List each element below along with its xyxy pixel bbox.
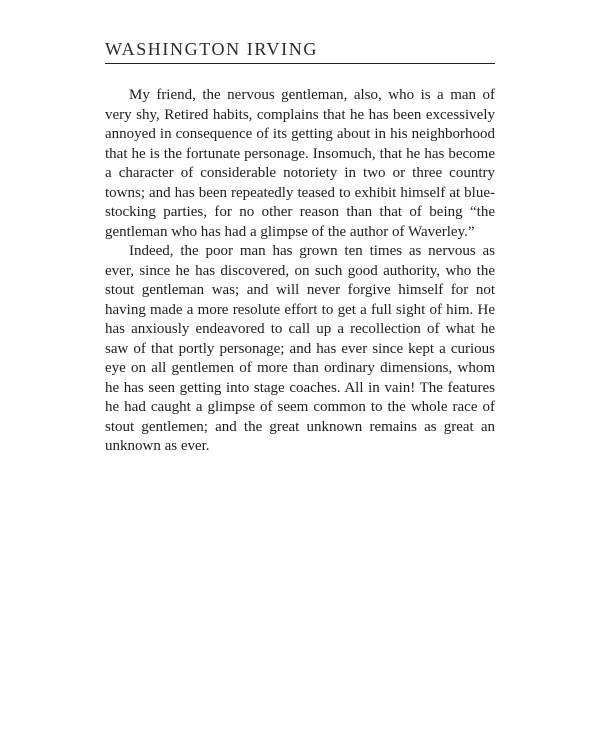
paragraph-1: My friend, the nervous gentleman, also, who is a man of very shy, Retired habits, complains that he has been excessively annoyed in consequence of its getting about in his neighborhood that he is the fortunate personage. Insomuch, that he has become a character of considerable notoriety in two or three country towns; and has been repeatedly teased to exhibit himself at blue-stocking parties, for no other reason than that of being “the gentleman who has had a glimpse of the author of Waverley.” (105, 87, 495, 240)
header-rule (105, 63, 495, 64)
running-head: WASHINGTON IRVING (105, 39, 318, 59)
paragraph-2: Indeed, the poor man has grown ten times as nervous as ever, since he has discovered, on such good authority, who the stout gentleman was; and will never forgive himself for not having made a more resolute effort to get a full sight of him. He has anxiously endeavored to call up a recollection of what he saw of that portly personage; and has ever since kept a curious eye on all gentlemen of more than ordinary dimensions, whom he has seen getting into stage coaches. All in vain! The features he had caught a glimpse of seem common to the whole race of stout gentlemen; and the great unknown remains as great an unknown as ever. (105, 243, 495, 454)
body-text (105, 86, 495, 457)
